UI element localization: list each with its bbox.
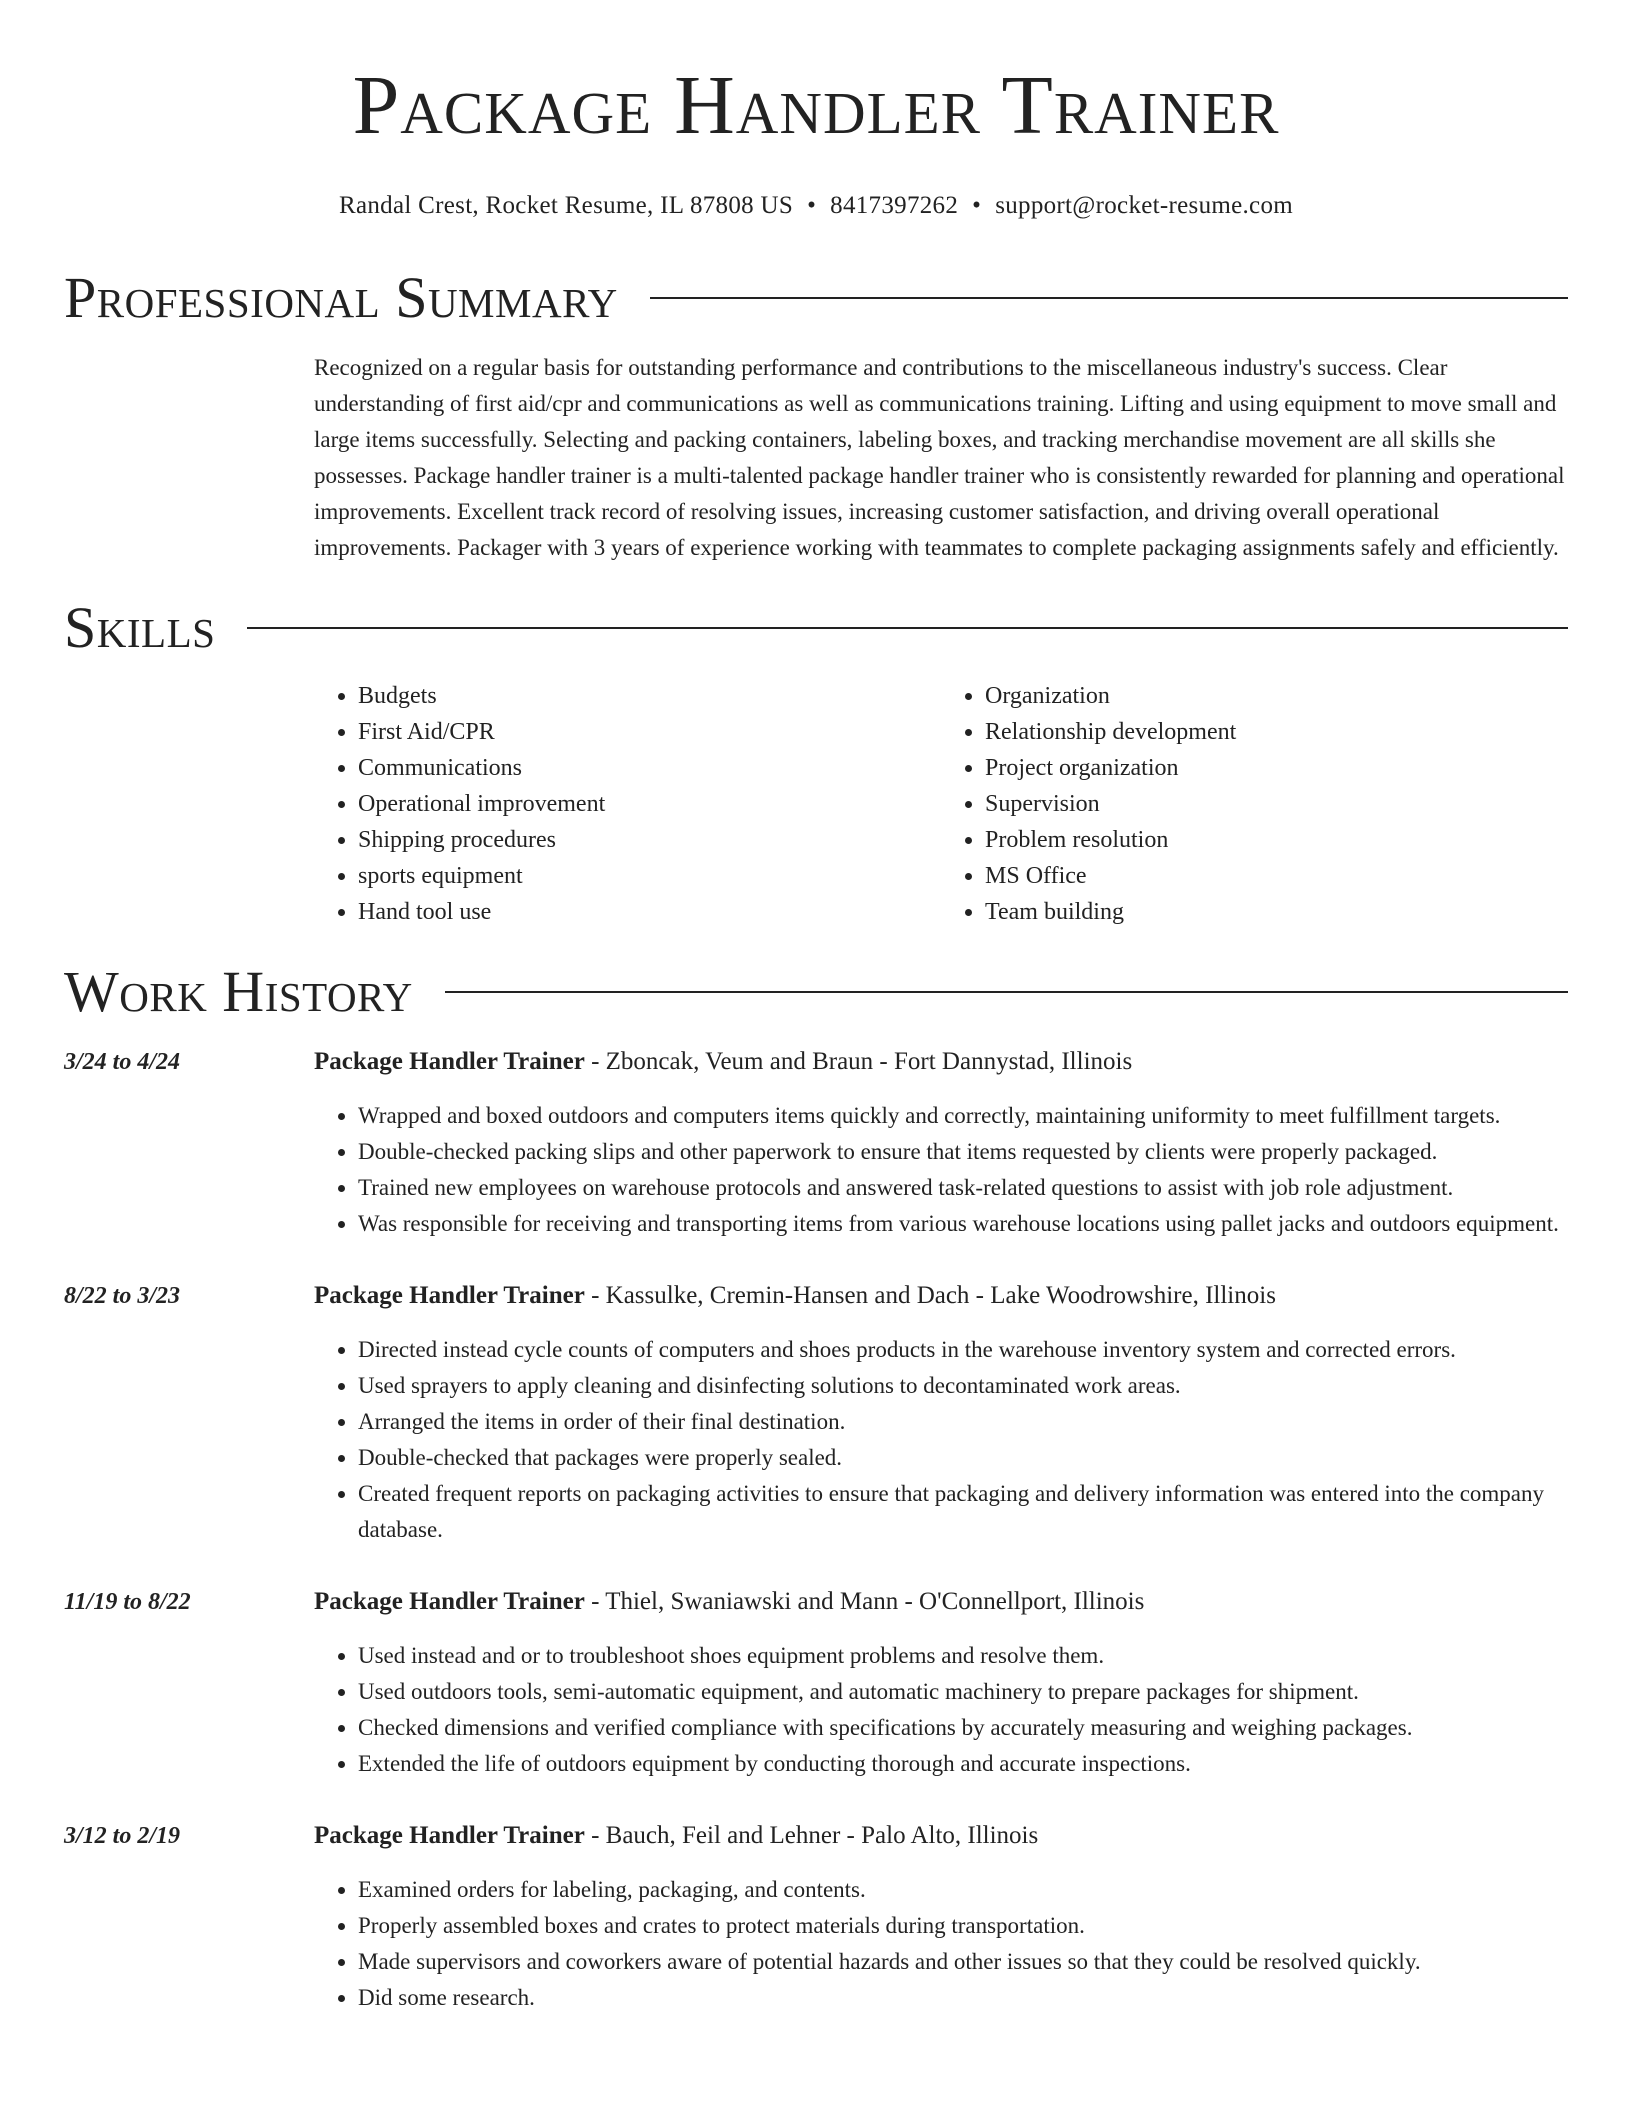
- skill-item: • Problem resolution: [985, 822, 1568, 858]
- job-bullet: • Properly assembled boxes and crates to protect materials during transportation.: [358, 1908, 1568, 1944]
- job-employer-location: - Thiel, Swaniawski and Mann - O'Connellport, Illinois: [584, 1588, 1145, 1615]
- job-employer-location: - Kassulke, Cremin-Hansen and Dach - Lake Woodrowshire, Illinois: [584, 1282, 1276, 1309]
- section-divider: [445, 991, 1568, 993]
- job-bullet: • Created frequent reports on packaging activities to ensure that packaging and delivery information was entered into the company database.: [358, 1476, 1568, 1548]
- skill-item: • Team building: [985, 894, 1568, 930]
- job-dates: 8/22 to 3/23: [64, 1283, 181, 1309]
- job-title: Package Handler Trainer: [314, 1282, 585, 1309]
- job-body: [314, 1818, 1568, 2016]
- skill-item: • Supervision: [985, 786, 1568, 822]
- job-entry: [64, 1584, 1568, 1782]
- job-heading: [314, 1584, 1568, 1620]
- work-section-title: Work History: [64, 959, 413, 1024]
- job-body: [314, 1584, 1568, 1782]
- job-title: Package Handler Trainer: [314, 1048, 585, 1075]
- job-bullet: • Used sprayers to apply cleaning and disinfecting solutions to decontaminated work areas.: [358, 1368, 1568, 1404]
- job-bullet: • Double-checked that packages were properly sealed.: [358, 1440, 1568, 1476]
- job-bullet: • Directed instead cycle counts of computers and shoes products in the warehouse inventory system and corrected errors.: [358, 1332, 1568, 1368]
- job-entry: [64, 1278, 1568, 1548]
- job-bullet: • Wrapped and boxed outdoors and computers items quickly and correctly, maintaining uniformity to meet fulfillment targets.: [358, 1098, 1568, 1134]
- skill-item: • MS Office: [985, 858, 1568, 894]
- contact-line: [64, 190, 1568, 222]
- contact-address: Randal Crest, Rocket Resume, IL 87808 US: [339, 192, 794, 219]
- job-entry: [64, 1818, 1568, 2016]
- job-bullet: • Used instead and or to troubleshoot shoes equipment problems and resolve them.: [358, 1638, 1568, 1674]
- job-bullet: • Arranged the items in order of their final destination.: [358, 1404, 1568, 1440]
- skill-item: • Shipping procedures: [358, 822, 941, 858]
- skills-column-left: [314, 678, 941, 930]
- skills-section-title: Skills: [64, 595, 216, 660]
- job-bullet: • Was responsible for receiving and transporting items from various warehouse locations using pallet jacks and outdoors equipment.: [358, 1206, 1568, 1242]
- job-bullets: [314, 1638, 1568, 1782]
- job-employer-location: - Bauch, Feil and Lehner - Palo Alto, Illinois: [584, 1822, 1039, 1849]
- job-heading: [314, 1278, 1568, 1314]
- skill-item: • Operational improvement: [358, 786, 941, 822]
- summary-text: Recognized on a regular basis for outstanding performance and contributions to the miscellaneous industry's success. Clear understanding of first aid/cpr and communications as well as communications training. Lifting and using equipment to move small and large items successfully. Selecting and packing containers, labeling boxes, and tracking merchandise movement are all skills she possesses. Package handler trainer is a multi-talented package handler trainer who is consistently rewarded for planning and operational improvements. Excellent track record of resolving issues, increasing customer satisfaction, and driving overall operational improvements. Packager with 3 years of experience working with teammates to complete packaging assignments safely and efficiently.: [314, 355, 1565, 560]
- skills-list: [314, 678, 1568, 930]
- job-bullet: • Checked dimensions and verified compliance with specifications by accurately measuring and weighing packages.: [358, 1710, 1568, 1746]
- job-bullet: • Used outdoors tools, semi-automatic equipment, and automatic machinery to prepare packages for shipment.: [358, 1674, 1568, 1710]
- skill-item: • First Aid/CPR: [358, 714, 941, 750]
- section-divider: [650, 297, 1568, 299]
- candidate-name: Package Handler Trainer: [352, 59, 1280, 152]
- job-heading: [314, 1818, 1568, 1854]
- job-bullets: [314, 1098, 1568, 1242]
- job-bullets: [314, 1332, 1568, 1548]
- contact-separator: •: [807, 192, 817, 219]
- skills-section-header: [64, 596, 1568, 660]
- skills-column-right: [941, 678, 1568, 930]
- job-dates: 3/12 to 2/19: [64, 1823, 181, 1849]
- contact-phone: 8417397262: [830, 192, 959, 219]
- job-bullet: • Double-checked packing slips and other paperwork to ensure that items requested by clients were properly packaged.: [358, 1134, 1568, 1170]
- skill-item: • Budgets: [358, 678, 941, 714]
- job-title: Package Handler Trainer: [314, 1588, 585, 1615]
- summary-section-title: Professional Summary: [64, 265, 618, 330]
- job-body: [314, 1278, 1568, 1548]
- job-dates: 11/19 to 8/22: [64, 1589, 191, 1615]
- skill-item: • sports equipment: [358, 858, 941, 894]
- skill-item: • Project organization: [985, 750, 1568, 786]
- job-bullets: [314, 1872, 1568, 2016]
- skill-item: • Relationship development: [985, 714, 1568, 750]
- job-bullet: • Trained new employees on warehouse protocols and answered task-related questions to assist with job role adjustment.: [358, 1170, 1568, 1206]
- section-divider: [247, 627, 1568, 629]
- contact-email: support@rocket-resume.com: [995, 192, 1293, 219]
- job-dates: 3/24 to 4/24: [64, 1049, 181, 1075]
- contact-separator: •: [972, 192, 982, 219]
- job-body: [314, 1044, 1568, 1242]
- job-bullet: • Examined orders for labeling, packaging, and contents.: [358, 1872, 1568, 1908]
- job-heading: [314, 1044, 1568, 1080]
- skill-item: • Organization: [985, 678, 1568, 714]
- job-bullet: • Made supervisors and coworkers aware of potential hazards and other issues so that they could be resolved quickly.: [358, 1944, 1568, 1980]
- skill-item: • Communications: [358, 750, 941, 786]
- skill-item: • Hand tool use: [358, 894, 941, 930]
- job-title: Package Handler Trainer: [314, 1822, 585, 1849]
- job-bullet: • Did some research.: [358, 1980, 1568, 2016]
- job-entry: [64, 1044, 1568, 1242]
- summary-section-header: [64, 266, 1568, 330]
- job-bullet: • Extended the life of outdoors equipment by conducting thorough and accurate inspections.: [358, 1746, 1568, 1782]
- work-section-header: [64, 960, 1568, 1024]
- job-employer-location: - Zboncak, Veum and Braun - Fort Dannystad, Illinois: [584, 1048, 1133, 1075]
